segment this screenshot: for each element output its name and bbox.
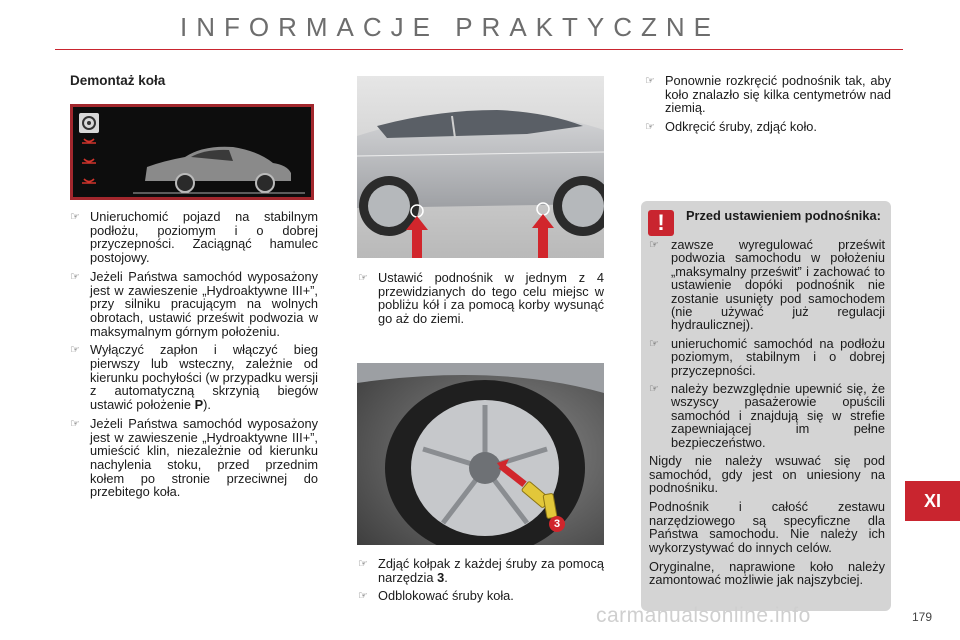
list-item: ☞ unieruchomić samochód na podłożu poziomym, stabilnym i o dobrej przyczepności. [649, 335, 885, 378]
list-item: ☞ Ustawić podnośnik w jednym z 4 przewidzianych do tego celu miejsc w pobliżu kół i za pomocą korby wysunąć go aż do ziemi. [358, 270, 604, 327]
list-item: ☞ należy bezwzględnie upewnić się, że wszyscy pasażerowie opuścili samochód i znajdują się w strefie zapewniającej im pełne bezpieczeństwo. [649, 381, 885, 450]
bullet-hand-icon: ☞ [649, 239, 659, 251]
wheel-tool-illustration [357, 363, 604, 545]
list-item: ☞ Jeżeli Państwa samochód wyposażony jest w zawieszenie „Hydroaktywne III+”, przy silniku pracującym na wolnych obrotach, ustawić prześwit podwozia w maksymalnym górnym położeniu. [70, 268, 318, 339]
list-item: ☞ Wyłączyć zapłon i włączyć bieg pierwszy lub wsteczny, zależnie od kierunku pochyłości (w przypadku wersji z automatyczną skrzynią biegów ustawić położenie P). [70, 342, 318, 413]
list-item: ☞ Odblokować śruby koła. [358, 588, 514, 604]
list-item: ☞ Unieruchomić pojazd na stabilnym podłożu, poziomym i o dobrej przyczepności. Zaciągnąć hamulec postojowy. [70, 209, 318, 266]
page-header-title: INFORMACJE PRAKTYCZNE [179, 12, 721, 42]
mid-instructions-a [358, 271, 604, 331]
left-instructions [70, 210, 318, 504]
list-item: ☞ Ponownie rozkręcić podnośnik tak, aby koło znalazło się kilka centymetrów nad ziemią. [645, 73, 891, 116]
list-item: ☞ Odkręcić śruby, zdjąć koło. [645, 119, 817, 135]
wheel-bolt-cover-photo [357, 363, 604, 545]
bullet-hand-icon: ☞ [358, 272, 368, 284]
right-instructions [645, 74, 891, 140]
warning-body [649, 238, 885, 593]
bullet-hand-icon: ☞ [70, 417, 80, 430]
page-number: 179 [912, 610, 933, 624]
bullet-hand-icon: ☞ [358, 558, 368, 570]
bullet-hand-icon: ☞ [649, 337, 659, 350]
bullet-hand-icon: ☞ [645, 75, 655, 87]
tool-callout-badge: 3 [549, 516, 565, 532]
mid-instructions-b [358, 557, 604, 609]
height-level-icon [82, 139, 96, 183]
bullet-hand-icon: ☞ [645, 121, 655, 134]
bullet-hand-icon: ☞ [70, 211, 80, 223]
car-silhouette-icon [133, 147, 305, 193]
list-item: ☞ zawsze wyregulować prześwit podwozia samochodu w położeniu „maksymalny prześwit” i zachować to ustawienie dopóki podnośnik nie zostanie usunięty pod samochodem (nie używać już regulacji hydraulicznej). [649, 237, 885, 333]
warning-icon: ! [648, 210, 674, 236]
warning-paragraph: Nigdy nie należy wsuwać się pod samochód, gdy jest on uniesiony na podnośniku. [649, 453, 885, 495]
list-item: ☞ Zdjąć kołpak z każdej śruby za pomocą narzędzia 3. [358, 556, 604, 585]
warning-title: Przed ustawieniem podnośnika: [686, 208, 881, 223]
suspension-illustration [73, 107, 311, 197]
jacking-points-illustration [357, 76, 604, 258]
warning-paragraph: Podnośnik i całość zestawu narzędziowego są specyficzne dla Państwa samochodu. Nie należy ich wykorzystywać do innych celów. [649, 499, 885, 555]
section-title: Demontaż koła [70, 73, 166, 88]
watermark: carmanualsonline.info [596, 604, 811, 627]
bullet-hand-icon: ☞ [70, 344, 80, 357]
car-jacking-points-photo [357, 76, 604, 258]
bullet-hand-icon: ☞ [649, 383, 659, 396]
bullet-hand-icon: ☞ [70, 270, 80, 283]
header-divider [55, 49, 903, 50]
suspension-indicator-panel [70, 104, 314, 200]
warning-paragraph: Oryginalne, naprawione koło należy zamontować możliwie jak najszybciej. [649, 558, 885, 588]
bullet-hand-icon: ☞ [358, 590, 368, 603]
chapter-tab: XI [905, 481, 960, 521]
list-item: ☞ Jeżeli Państwa samochód wyposażony jest w zawieszenie „Hydroaktywne III+”, umieścić klin, niezależnie od kierunku nachylenia stoku, przed przednim kołem po stronie przeciwnej do przebitego koła. [70, 415, 318, 500]
